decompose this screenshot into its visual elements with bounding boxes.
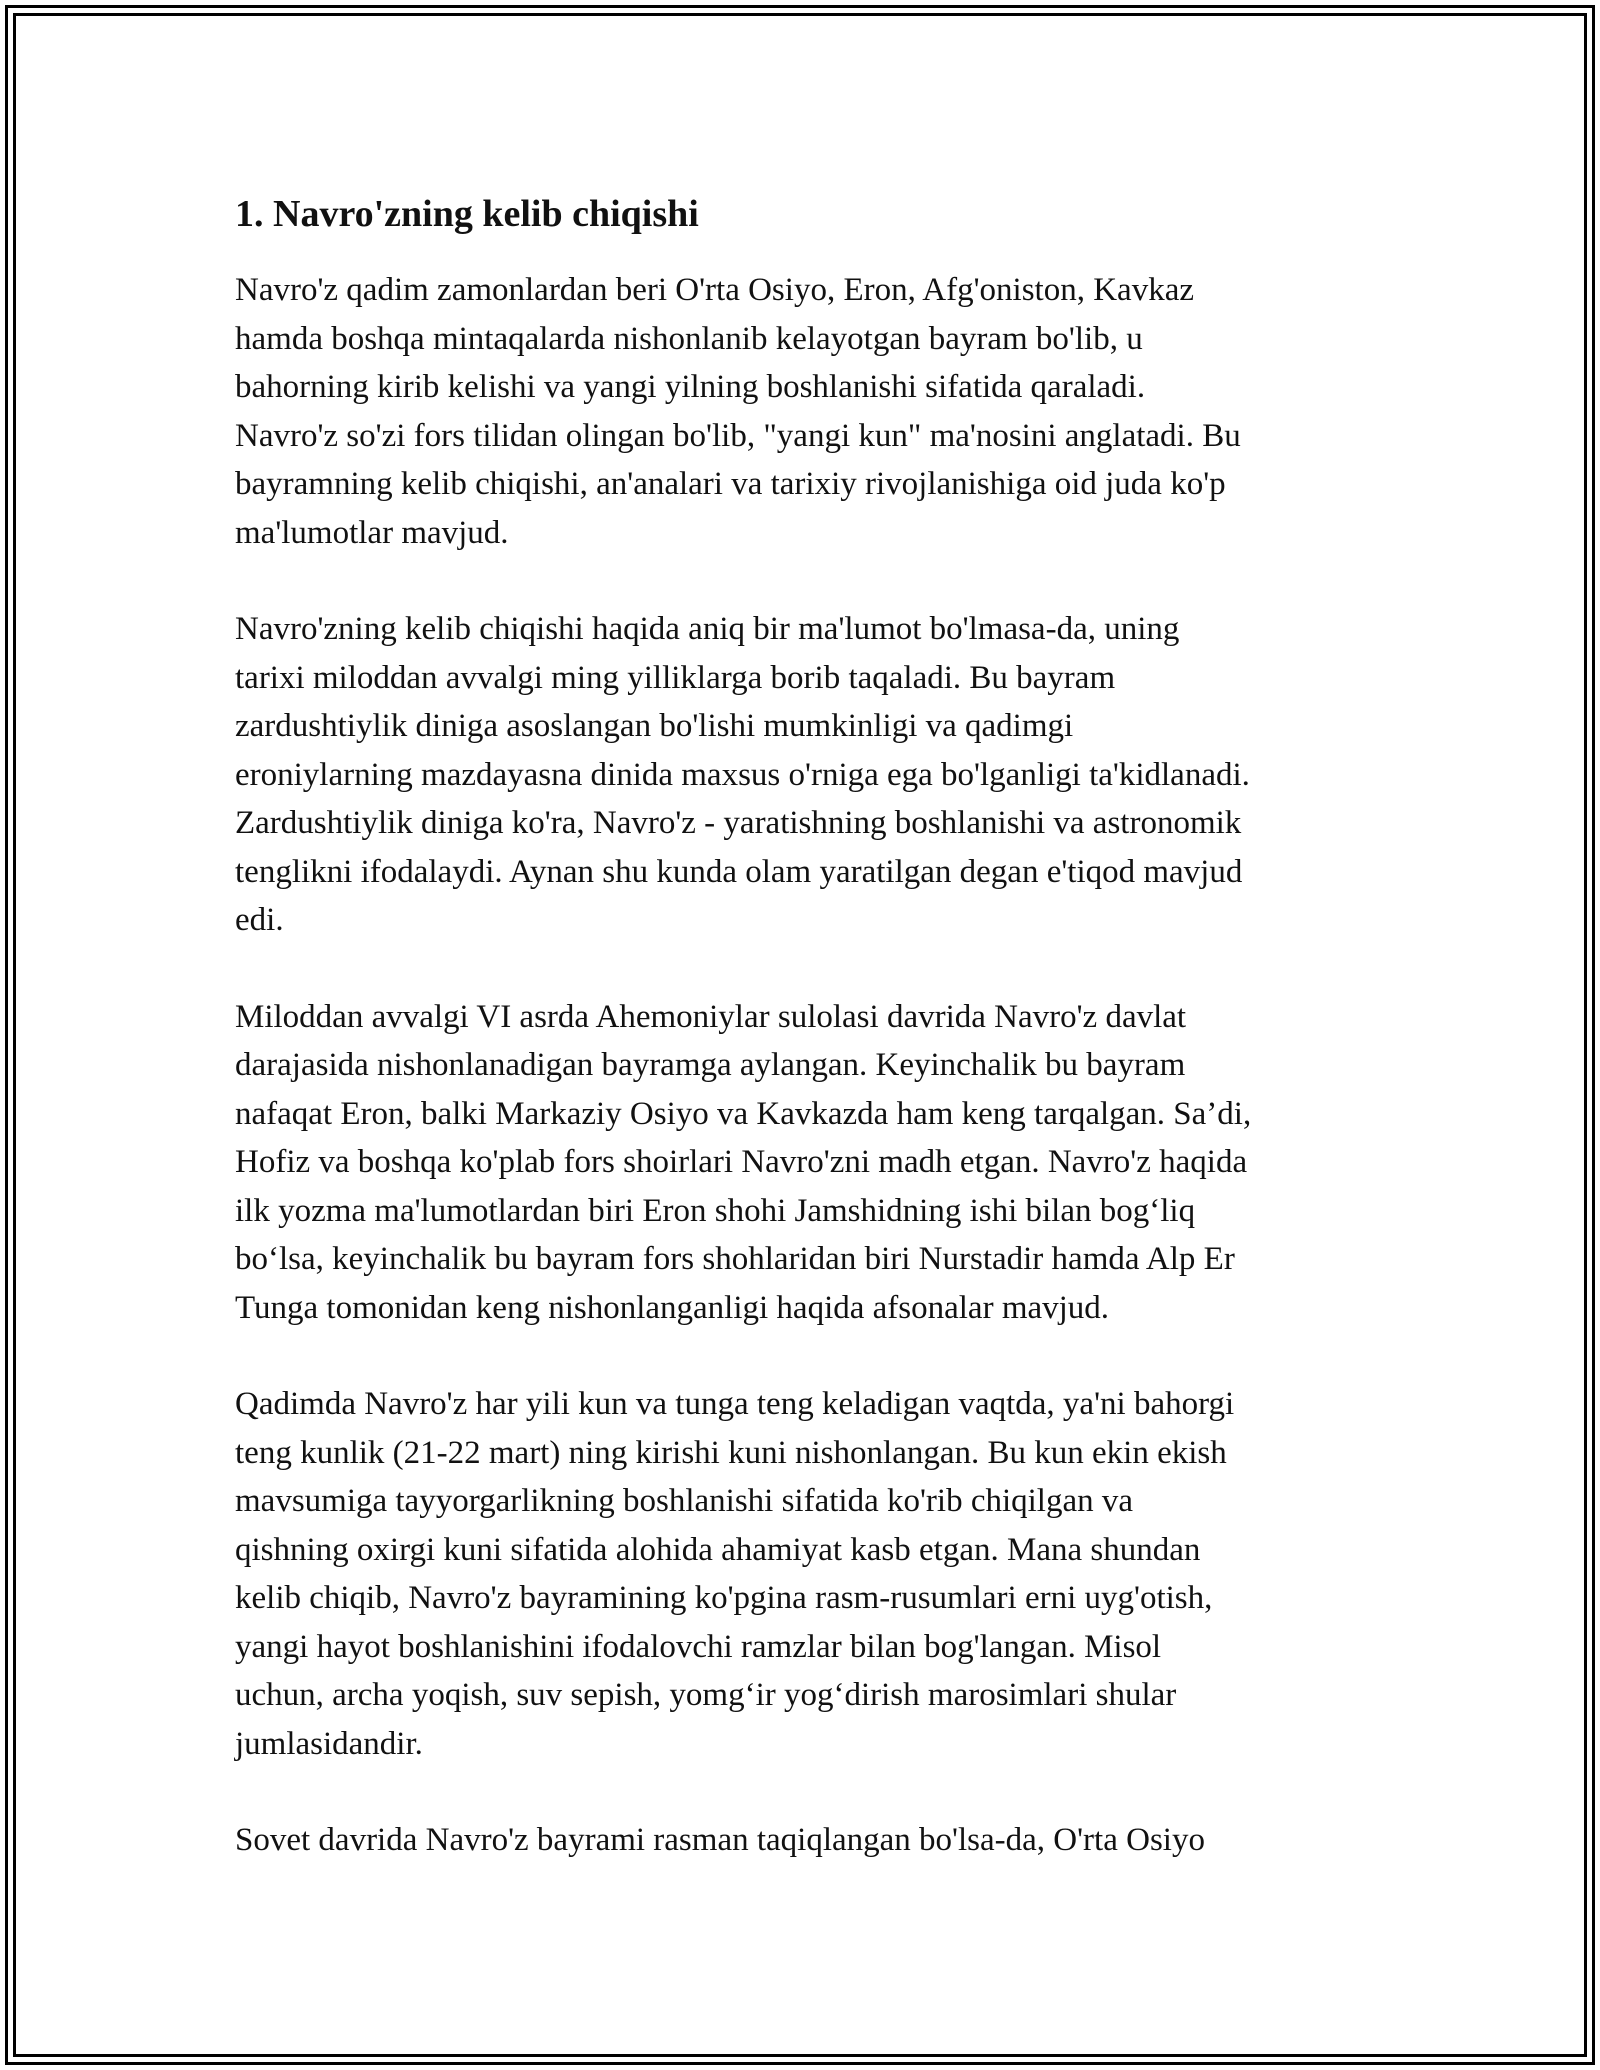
document-body <box>235 186 1375 1913</box>
paragraph-4: Qadimda Navro'z har yili kun va tunga teng keladigan vaqtda, ya'ni bahorgi teng kunlik (21-22 mart) ning kirishi kuni nishonlangan. Bu kun ekin ekish mavsumiga tayyorgarlikning boshlanishi sifatida ko'rib chiqilgan va qishning oxirgi kuni sifatida alohida ahamiyat kasb etgan. Mana shundan kelib chiqib, Navro'z bayramining ko'pgina rasm-rusumlari erni uyg'otish, yangi hayot boshlanishini ifodalovchi ramzlar bilan bog'langan. Misol uchun, archa yoqish, suv sepish, yomg‘ir yog‘dirish marosimlari shular jumlasidandir. <box>235 1386 1235 1762</box>
paragraph-3: Miloddan avvalgi VI asrda Ahemoniylar sulolasi davrida Navro'z davlat darajasida nishonlanadigan bayramga aylangan. Keyinchalik bu bayram nafaqat Eron, balki Markaziy Osiyo va Kavkazda ham keng tarqalgan. Sa’di, Hofiz va boshqa ko'plab fors shoirlari Navro'zni madh etgan. Navro'z haqida ilk yozma ma'lumotlardan biri Eron shohi Jamshidning ishi bilan bog‘liq bo‘lsa, keyinchalik bu bayram fors shohlaridan biri Nurstadir hamda Alp Er Tunga tomonidan keng nishonlanganligi haqida afsonalar mavjud. <box>235 998 1252 1326</box>
paragraph-1: Navro'z qadim zamonlardan beri O'rta Osiyo, Eron, Afg'oniston, Kavkaz hamda boshqa mintaqalarda nishonlanib kelayotgan bayram bo'lib, u bahorning kirib kelishi va yangi yilning boshlanishi sifatida qaraladi. Navro'z so'zi fors tilidan olingan bo'lib, "yangi kun" ma'nosini anglatadi. Bu bayramning kelib chiqishi, an'analari va tarixiy rivojlanishiga oid juda ko'p ma'lumotlar mavjud. <box>235 272 1241 551</box>
section-heading: 1. Navro'zning kelib chiqishi <box>235 193 699 235</box>
paragraph-2: Navro'zning kelib chiqishi haqida aniq bir ma'lumot bo'lmasa-da, uning tarixi miloddan avvalgi ming yilliklarga borib taqaladi. Bu bayram zardushtiylik diniga asoslangan bo'lishi mumkinligi va qadimgi eroniylarning mazdayasna dinida maxsus o'rniga ega bo'lganligi ta'kidlanadi. Zardushtiylik diniga ko'ra, Navro'z - yaratishning boshlanishi va astronomik tenglikni ifodalaydi. Aynan shu kunda olam yaratilgan degan e'tiqod mavjud edi. <box>235 611 1250 938</box>
paragraph-5: Sovet davrida Navro'z bayrami rasman taqiqlangan bo'lsa-da, O'rta Osiyo <box>235 1822 1205 1858</box>
